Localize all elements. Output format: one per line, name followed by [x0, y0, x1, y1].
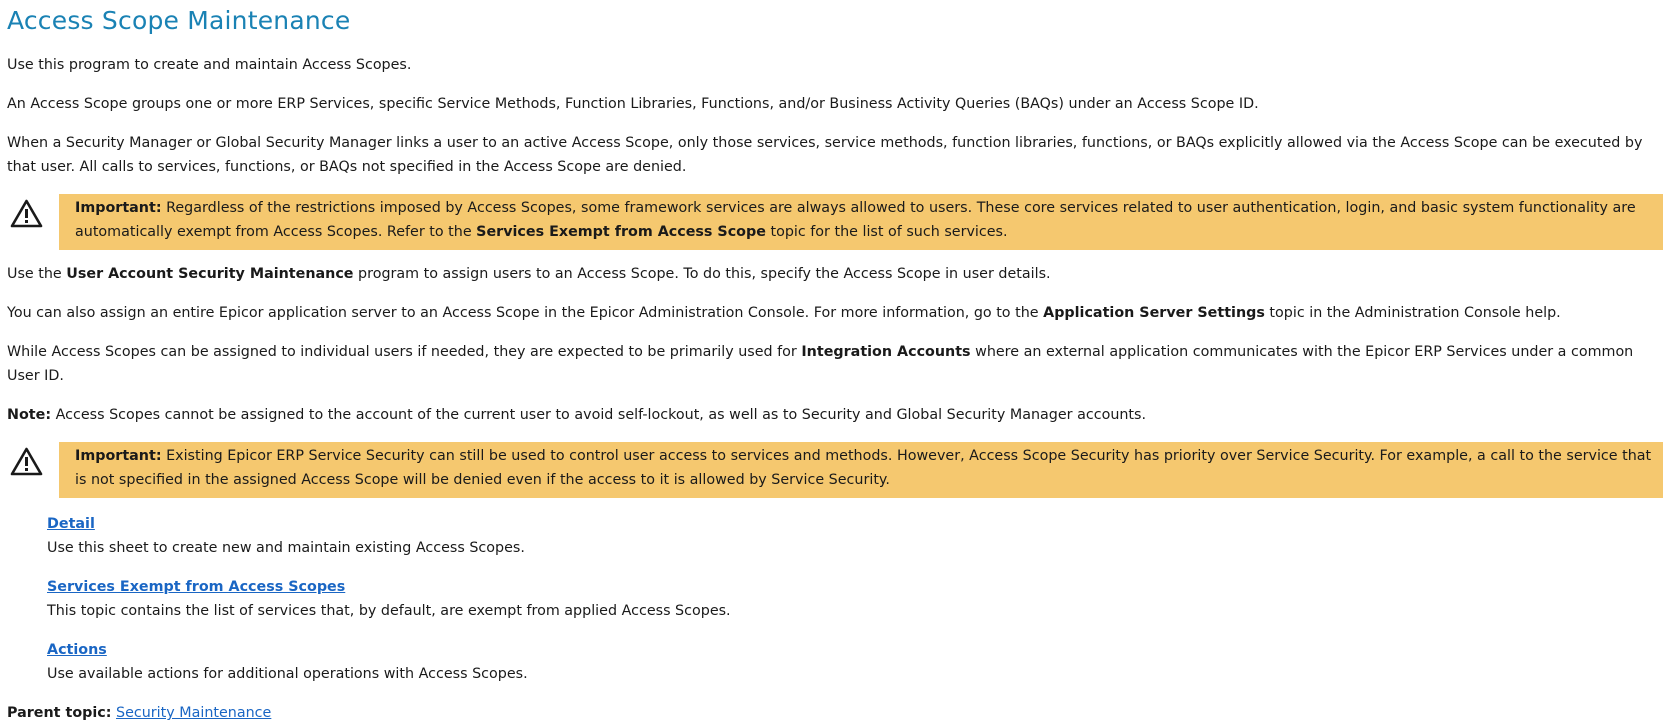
help-page: [7, 0, 1663, 725]
child-topic-detail: [47, 512, 1663, 560]
intro-paragraph: Use this program to create and maintain Access Scopes.: [7, 57, 412, 73]
application-server-settings-ref: Application Server Settings: [1043, 305, 1265, 321]
important-label: Important:: [75, 448, 162, 464]
services-exempt-link[interactable]: Services Exempt from Access Scopes: [47, 579, 346, 595]
parent-topic: [7, 701, 1663, 725]
topic-description: This topic contains the list of services that, by default, are exempt from applied Access Scopes.: [47, 603, 731, 619]
note-label: Note:: [7, 407, 52, 423]
note-paragraph: Note: Access Scopes cannot be assigned to the account of the current user to avoid self-lockout, as well as to Security and Global Security Manager accounts.: [7, 407, 1147, 423]
integration-accounts-ref: Integration Accounts: [801, 344, 971, 360]
user-account-security-maintenance-ref: User Account Security Maintenance: [66, 266, 354, 282]
security-maintenance-link[interactable]: Security Maintenance: [116, 705, 272, 721]
topic-description: Use available actions for additional operations with Access Scopes.: [47, 666, 528, 682]
groups-paragraph: An Access Scope groups one or more ERP Services, specific Service Methods, Function Libraries, Functions, and/or Business Activity Queries (BAQs) under an Access Scope ID.: [7, 96, 1259, 112]
important-callout-box: [59, 442, 1663, 498]
app-server-paragraph: You can also assign an entire Epicor application server to an Access Scope in the Epicor Administration Console. For more information, go to the Application Server Settings topic in the Administration Console help.: [7, 305, 1561, 321]
child-topic-services-exempt: [47, 575, 1663, 623]
important-text-part2: topic for the list of such services.: [765, 224, 1008, 240]
important-callout-box: [59, 194, 1663, 250]
warning-triangle-icon: [10, 447, 43, 476]
important-callout-service-security: [7, 442, 1663, 498]
child-topic-list: [47, 512, 1663, 686]
important-label: Important:: [75, 200, 162, 216]
actions-link[interactable]: Actions: [47, 642, 107, 658]
parent-topic-label: Parent topic:: [7, 705, 112, 721]
page-title: Access Scope Maintenance: [7, 6, 351, 35]
important-callout-exempt: [7, 194, 1663, 250]
important-text: Existing Epicor ERP Service Security can still be used to control user access to services and methods. However, Access Scope Security has priority over Service Security. For example, a call to the service that is not specified in the assigned Access Scope will be denied even if the access to it is allowed by Service Security.: [75, 448, 1652, 488]
topic-description: Use this sheet to create new and maintain existing Access Scopes.: [47, 540, 525, 556]
detail-link[interactable]: Detail: [47, 516, 95, 532]
child-topic-actions: [47, 638, 1663, 686]
integration-paragraph: While Access Scopes can be assigned to individual users if needed, they are expected to be primarily used for Integration Accounts where an external application communicates with the Epicor ERP Services under a common User ID.: [7, 344, 1634, 384]
important-text-part1: Regardless of the restrictions imposed by Access Scopes, some framework services are always allowed to users. These core services related to user authentication, login, and basic system functionality are automatically exempt from Access Scopes. Refer to the: [75, 200, 1636, 240]
exempt-topic-reference: Services Exempt from Access Scope: [476, 224, 766, 240]
user-account-paragraph: Use the User Account Security Maintenance program to assign users to an Access Scope. To do this, specify the Access Scope in user details.: [7, 266, 1051, 282]
linking-paragraph: When a Security Manager or Global Security Manager links a user to an active Access Scope, only those services, service methods, function libraries, functions, or BAQs explicitly allowed via the Access Scope can be executed by that user. All calls to services, functions, or BAQs not specified in the Access Scope are denied.: [7, 135, 1643, 175]
warning-triangle-icon: [10, 199, 43, 228]
